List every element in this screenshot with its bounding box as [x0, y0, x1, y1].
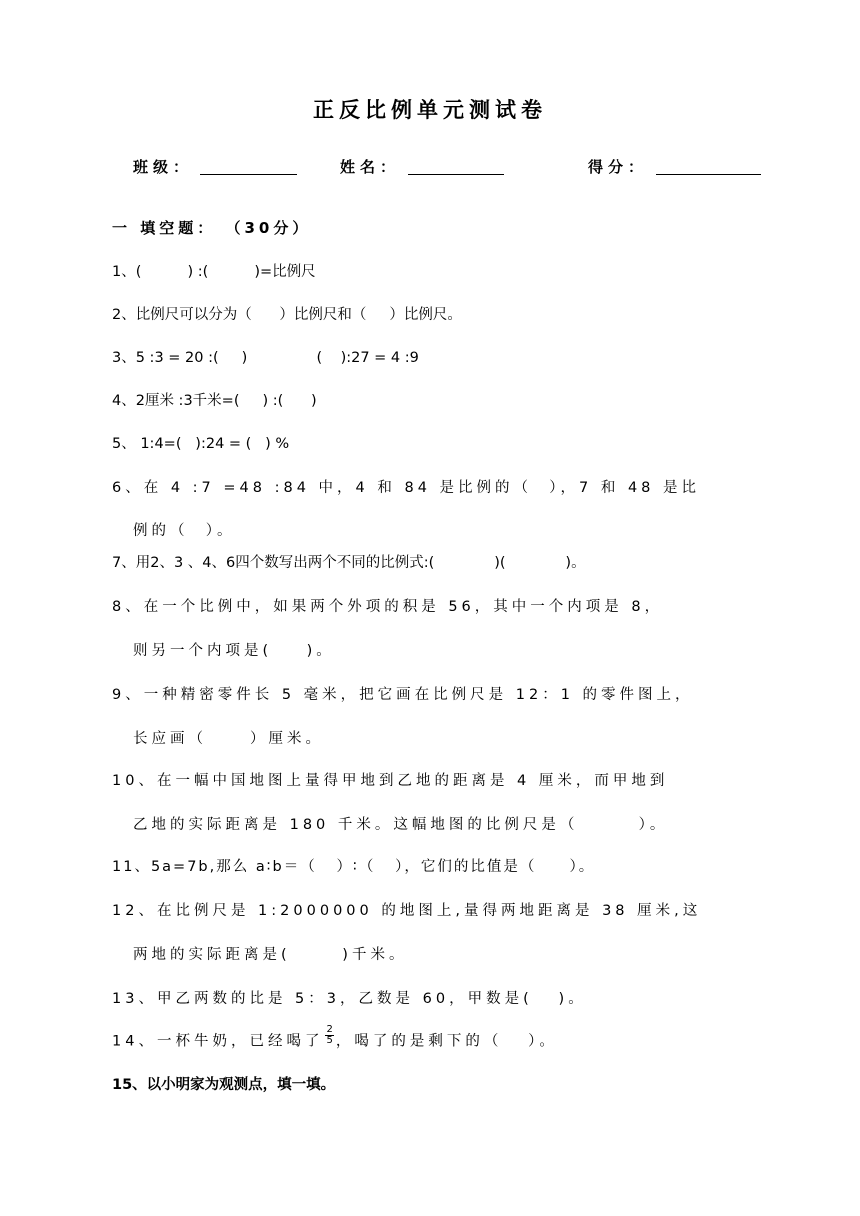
question-9-line-2: 长应画（ ）厘米。 — [133, 731, 325, 747]
question-15: 15、以小明家为观测点，填一填。 — [112, 1077, 336, 1093]
fraction-numerator: 2 — [326, 1024, 333, 1035]
question-6-line-2: 例的（ ）。 — [133, 523, 236, 539]
question-14-text-before: 14、一杯牛奶，已经喝了 — [112, 1033, 324, 1050]
class-blank[interactable] — [200, 174, 297, 175]
question-4: 4、2厘米 :3千米=( ) :( ) — [112, 393, 317, 409]
question-7: 7、用2、3 、4、6四个数写出两个不同的比例式:( )( )。 — [112, 555, 586, 571]
question-8-line-2: 则另一个内项是( )。 — [133, 643, 335, 659]
name-label: 姓名： — [340, 158, 401, 176]
fraction-two-fifths — [325, 1025, 333, 1046]
question-10-line-2: 乙地的实际距离是 180 千米。这幅地图的比例尺是（ ）。 — [133, 817, 669, 833]
question-3: 3、5 :3 = 20 :( ) ( ):27 = 4 :9 — [112, 350, 419, 366]
section-fill-in-blank: 一 填空题： （30分） — [112, 219, 312, 237]
question-6-line-1: 6、在 4 :7 =48 :84 中，4 和 84 是比例的（ ），7 和 48 是比 — [112, 480, 701, 496]
fraction-denominator: 5 — [326, 1035, 333, 1046]
question-12-line-1: 12、在比例尺是 1:2000000 的地图上,量得两地距离是 38 厘米,这 — [112, 903, 702, 919]
page-title: 正反比例单元测试卷 — [313, 98, 547, 122]
question-14 — [112, 1024, 558, 1052]
score-blank[interactable] — [656, 174, 761, 175]
question-12-line-2: 两地的实际距离是( )千米。 — [133, 947, 408, 963]
name-blank[interactable] — [408, 174, 504, 175]
score-label: 得分： — [588, 158, 649, 176]
question-1: 1、( ) :( )=比例尺 — [112, 264, 316, 280]
question-2: 2、比例尺可以分为（ ）比例尺和（ ）比例尺。 — [112, 307, 462, 323]
question-9-line-1: 9、一种精密零件长 5 毫米，把它画在比例尺是 12：1 的零件图上， — [112, 687, 694, 703]
question-8-line-1: 8、在一个比例中，如果两个外项的积是 56，其中一个内项是 8， — [112, 599, 664, 615]
question-5: 5、 1:4=( ):24 = ( ) % — [112, 436, 290, 452]
question-11: 11、5a=7b,那么 a∶b＝（ ）∶（ ），它们的比值是（ ）。 — [112, 859, 596, 875]
question-14-text-after: ，喝了的是剩下的（ ）。 — [335, 1033, 558, 1050]
student-info-row — [0, 156, 860, 182]
class-label: 班级： — [133, 158, 194, 176]
question-13: 13、甲乙两数的比是 5：3，乙数是 60，甲数是( )。 — [112, 991, 587, 1007]
question-10-line-1: 10、在一幅中国地图上量得甲地到乙地的距离是 4 厘米，而甲地到 — [112, 773, 669, 789]
